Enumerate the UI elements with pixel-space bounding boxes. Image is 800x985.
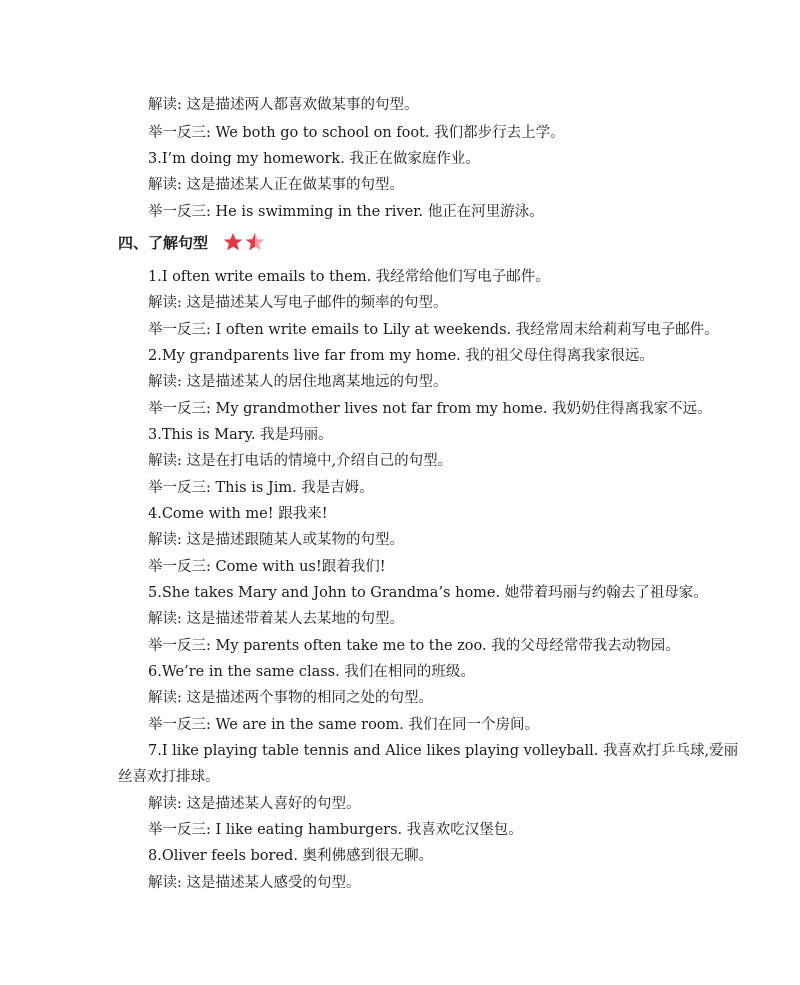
text-line: 3.I’m doing my homework. 我正在做家庭作业。: [148, 151, 480, 167]
text-line: 解读: 这是描述某人写电子邮件的频率的句型。: [148, 295, 448, 311]
text-line: 5.She takes Mary and John to Grandma’s home. 她带着玛丽与约翰去了祖母家。: [148, 585, 708, 601]
text-line: 3.This is Mary. 我是玛丽。: [148, 427, 333, 443]
text-line: 举一反三: He is swimming in the river. 他正在河里游泳。: [148, 204, 544, 220]
text-line: 解读: 这是在打电话的情境中,介绍自己的句型。: [148, 453, 453, 469]
text-line: 解读: 这是描述两个事物的相同之处的句型。: [148, 690, 433, 706]
text-line: 举一反三: We both go to school on foot. 我们都步行去上学。: [148, 125, 565, 141]
two-star-rating-icon: [223, 231, 267, 252]
text-line: 6.We’re in the same class. 我们在相同的班级。: [148, 664, 475, 680]
section-title: 四、了解句型: [118, 234, 209, 252]
text-line: 解读: 这是描述带着某人去某地的句型。: [148, 611, 404, 627]
text-line: 解读: 这是描述某人喜好的句型。: [148, 796, 361, 812]
text-line: 1.I often write emails to them. 我经常给他们写电子邮件。: [148, 269, 550, 285]
text-line: 解读: 这是描述某人正在做某事的句型。: [148, 177, 404, 193]
text-line: 举一反三: This is Jim. 我是吉姆。: [148, 480, 374, 496]
text-line: 4.Come with me! 跟我来!: [148, 506, 328, 522]
text-line: 举一反三: My grandmother lives not far from my home. 我奶奶住得离我家不远。: [148, 401, 712, 417]
text-line: 举一反三: I like eating hamburgers. 我喜欢吃汉堡包。: [148, 822, 523, 838]
text-line: 解读: 这是描述某人的居住地离某地远的句型。: [148, 374, 448, 390]
text-line: 8.Oliver feels bored. 奥利佛感到很无聊。: [148, 848, 434, 864]
text-line: 解读: 这是描述两人都喜欢做某事的句型。: [148, 97, 419, 113]
section-heading: [118, 233, 267, 254]
text-line: 举一反三: Come with us!跟着我们!: [148, 559, 386, 575]
text-line: 举一反三: We are in the same room. 我们在同一个房间。: [148, 717, 539, 733]
text-line: 解读: 这是描述某人感受的句型。: [148, 875, 361, 891]
text-line: 解读: 这是描述跟随某人或某物的句型。: [148, 532, 404, 548]
text-line: 丝喜欢打排球。: [118, 769, 220, 785]
text-line: 2.My grandparents live far from my home. 我的祖父母住得离我家很远。: [148, 348, 654, 364]
text-line: 7.I like playing table tennis and Alice likes playing volleyball. 我喜欢打乒乓球,爱丽: [148, 743, 739, 759]
text-line: 举一反三: My parents often take me to the zoo. 我的父母经常带我去动物园。: [148, 638, 680, 654]
text-line: 举一反三: I often write emails to Lily at weekends. 我经常周末给莉莉写电子邮件。: [148, 322, 719, 338]
